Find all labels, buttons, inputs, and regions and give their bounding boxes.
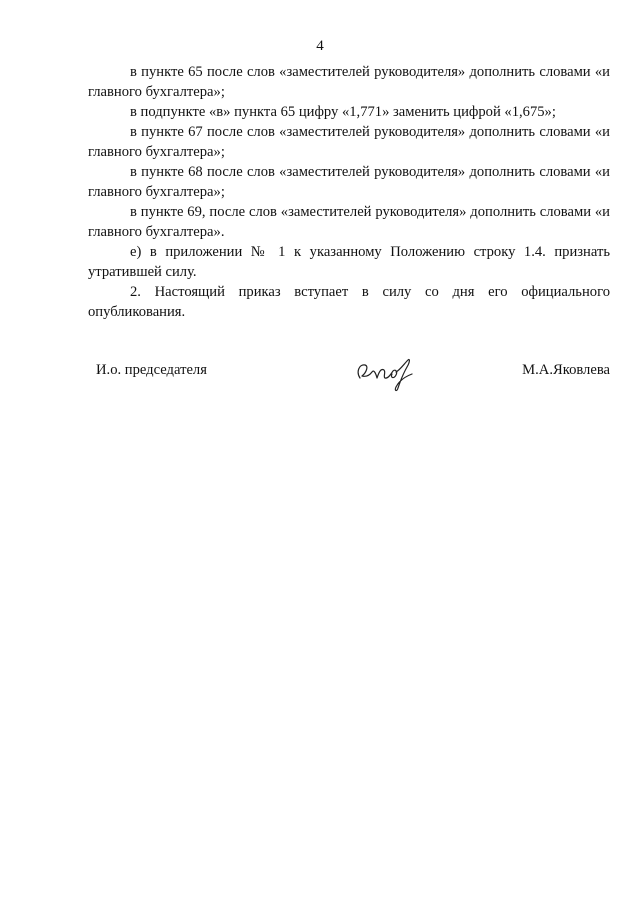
paragraph-subitem-65v: в подпункте «в» пункта 65 цифру «1,771» заменить цифрой «1,675»; — [130, 104, 556, 120]
signatory-title: И.о. председателя — [96, 362, 207, 378]
page-number: 4 — [316, 38, 324, 54]
signature-block — [88, 356, 610, 396]
paragraph-appendix-1: е) в приложении № 1 к указанному Положению строку 1.4. признать утратившей силу. — [88, 244, 610, 280]
handwritten-signature-icon — [350, 350, 422, 396]
signatory-name: М.А.Яковлева — [522, 362, 610, 378]
paragraph-item-69: в пункте 69, после слов «заместителей руководителя» дополнить словами «и главного бухгалтера». — [88, 204, 610, 240]
paragraph-item-65: в пункте 65 после слов «заместителей руководителя» дополнить словами «и главного бухгалтера»; — [88, 64, 610, 100]
paragraph-effective-date: 2. Настоящий приказ вступает в силу со дня его официального опубликования. — [88, 284, 610, 320]
paragraph-item-67: в пункте 67 после слов «заместителей руководителя» дополнить словами «и главного бухгалтера»; — [88, 124, 610, 160]
document-body — [88, 62, 610, 322]
paragraph-item-68: в пункте 68 после слов «заместителей руководителя» дополнить словами «и главного бухгалтера»; — [88, 164, 610, 200]
